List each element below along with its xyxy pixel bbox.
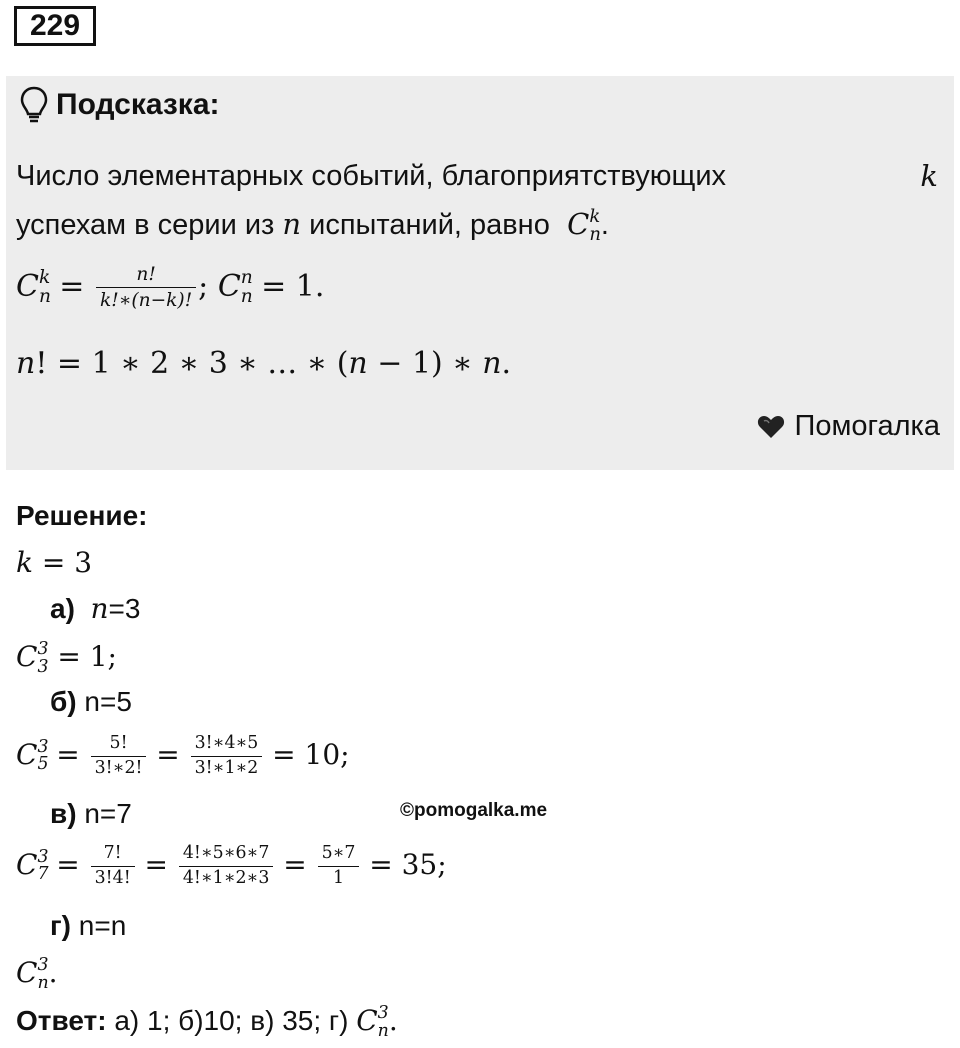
- part-b-label: б): [50, 686, 77, 717]
- solution-heading: Решение:: [16, 500, 148, 531]
- part-g-label: г): [50, 910, 71, 941]
- answer-line: Ответ: а) 1; б)10; в) 35; г) C 3 n .: [16, 1003, 398, 1041]
- hint-title-text: Подсказка:: [56, 88, 220, 121]
- hint-var-k: k: [920, 159, 938, 193]
- hint-text-3: испытаний, равно: [309, 209, 550, 241]
- part-b-condition: [50, 686, 132, 718]
- brand-text: Помогалка: [794, 410, 940, 442]
- lightbulb-icon: [20, 86, 48, 124]
- part-v-result: C 3 7 = $\frac{7!}{3!4!}$ = $\frac{4!∗5∗6∗7}{4!∗1∗2∗3}$ = $\frac{5∗7}{1}$ = 35;: [16, 843, 447, 888]
- hint-formula-combinations: C k n = $\frac{n!}{k!∗(n-k)!}$ ; C n n = 1.: [16, 264, 325, 312]
- part-a-result: C 3 3 = 1;: [16, 639, 117, 677]
- task-number: 229: [14, 6, 96, 46]
- hint-formula-factorial: n! = 1 ∗ 2 ∗ 3 ∗ … ∗ (n − 1) ∗ n.: [16, 346, 512, 381]
- part-v-condition: [50, 798, 132, 830]
- answer-text: а) 1; б)10; в) 35; г): [114, 1005, 349, 1036]
- hint-text: Число элементарных событий, благоприятствующих k успехам в серии из n испытаний, равно C k n .: [16, 152, 938, 249]
- part-v-label: в): [50, 798, 77, 829]
- hint-cnk: C k n: [557, 206, 601, 245]
- part-a-condition: а) n=3: [50, 592, 141, 625]
- hint-box: [6, 76, 954, 470]
- hint-title: [20, 86, 220, 124]
- hint-text-1: Число элементарных событий, благоприятствующих: [16, 160, 727, 192]
- answer-label: Ответ:: [16, 1005, 107, 1036]
- hint-var-n: n: [282, 207, 302, 241]
- heart-icon: [757, 415, 785, 439]
- part-g-condition: [50, 910, 126, 942]
- part-b-cond: n=5: [84, 686, 132, 717]
- part-a-label: а): [50, 593, 75, 624]
- part-v-cond: n=7: [84, 798, 132, 829]
- given-k: k = 3: [16, 546, 93, 579]
- part-a-cond: =3: [108, 593, 141, 624]
- hint-text-2: успехам в серии из: [16, 209, 275, 241]
- part-g-result: C 3 n .: [16, 955, 58, 993]
- part-g-cond: n=n: [78, 910, 127, 941]
- brand-label: [757, 410, 940, 443]
- part-b-result: C 3 5 = $\frac{5!}{3!∗2!}$ = $\frac{3!∗4∗5}{3!∗1∗2}$ = 10;: [16, 733, 350, 778]
- watermark: ©pomogalka.me: [400, 800, 548, 821]
